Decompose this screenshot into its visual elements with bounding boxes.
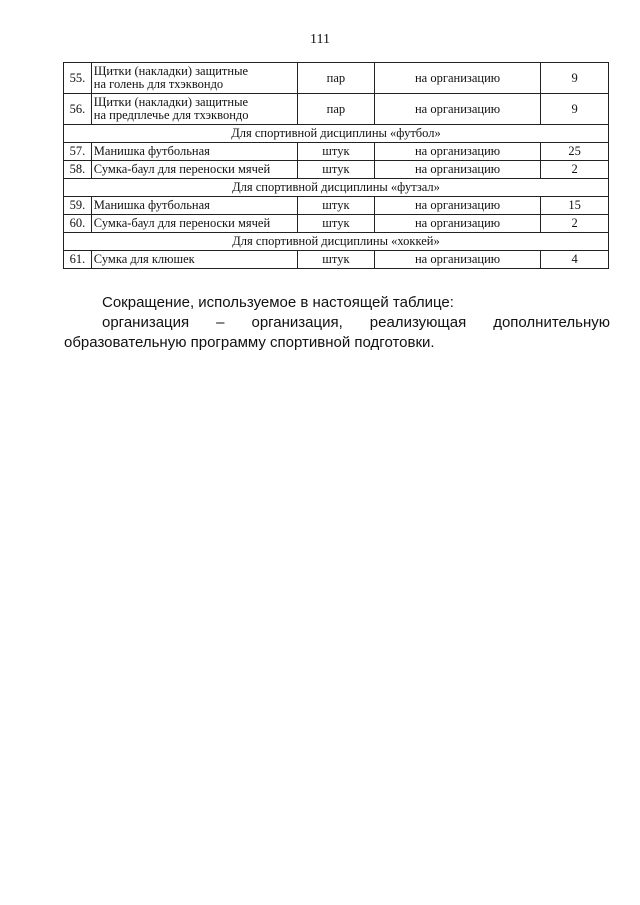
basis-cell: на организацию: [374, 143, 541, 161]
item-name: Сумка-баул для переноски мячей: [91, 161, 297, 179]
unit-cell: штук: [298, 161, 375, 179]
table-row: [64, 161, 609, 179]
equipment-table: [63, 62, 609, 269]
quantity-cell: 15: [541, 197, 609, 215]
item-name: Сумка для клюшек: [91, 251, 297, 269]
basis-cell: на организацию: [374, 94, 541, 125]
row-number: 55.: [64, 63, 92, 94]
quantity-cell: 2: [541, 215, 609, 233]
row-number: 57.: [64, 143, 92, 161]
section-hockey-title: Для спортивной дисциплины «хоккей»: [64, 233, 609, 251]
item-name-line: Щитки (накладки) защитные: [93, 64, 249, 78]
table-row: [64, 251, 609, 269]
page-number: 111: [310, 32, 330, 47]
unit-cell: пар: [298, 63, 375, 94]
row-number: 61.: [64, 251, 92, 269]
item-name: Манишка футбольная: [91, 143, 297, 161]
table-row: [64, 143, 609, 161]
item-name: [91, 94, 297, 125]
section-header-row: [64, 233, 609, 251]
basis-cell: на организацию: [374, 197, 541, 215]
basis-cell: на организацию: [374, 215, 541, 233]
quantity-cell: 9: [541, 94, 609, 125]
unit-cell: пар: [298, 94, 375, 125]
section-football-title: Для спортивной дисциплины «футбол»: [64, 125, 609, 143]
row-number: 56.: [64, 94, 92, 125]
section-header-row: [64, 125, 609, 143]
section-header-row: [64, 179, 609, 197]
unit-cell: штук: [298, 143, 375, 161]
row-number: 60.: [64, 215, 92, 233]
section-futsal-title: Для спортивной дисциплины «футзал»: [64, 179, 609, 197]
quantity-cell: 2: [541, 161, 609, 179]
unit-cell: штук: [298, 197, 375, 215]
table-row: [64, 63, 609, 94]
item-name: Сумка-баул для переноски мячей: [91, 215, 297, 233]
table-row: [64, 215, 609, 233]
item-name-line: на предплечье для тхэквондо: [93, 108, 249, 122]
basis-cell: на организацию: [374, 63, 541, 94]
basis-cell: на организацию: [374, 251, 541, 269]
abbreviation-note-body: организация – организация, реализующая дополнительную образовательную программу спортивной подготовки.: [64, 314, 610, 351]
quantity-cell: 25: [541, 143, 609, 161]
item-name-line: на голень для тхэквондо: [93, 77, 224, 91]
unit-cell: штук: [298, 251, 375, 269]
quantity-cell: 9: [541, 63, 609, 94]
abbreviation-note-title: Сокращение, используемое в настоящей таблице:: [102, 294, 454, 311]
table-row: [64, 94, 609, 125]
quantity-cell: 4: [541, 251, 609, 269]
unit-cell: штук: [298, 215, 375, 233]
row-number: 59.: [64, 197, 92, 215]
basis-cell: на организацию: [374, 161, 541, 179]
item-name: [91, 63, 297, 94]
row-number: 58.: [64, 161, 92, 179]
table-row: [64, 197, 609, 215]
item-name: Манишка футбольная: [91, 197, 297, 215]
item-name-line: Щитки (накладки) защитные: [93, 95, 249, 109]
